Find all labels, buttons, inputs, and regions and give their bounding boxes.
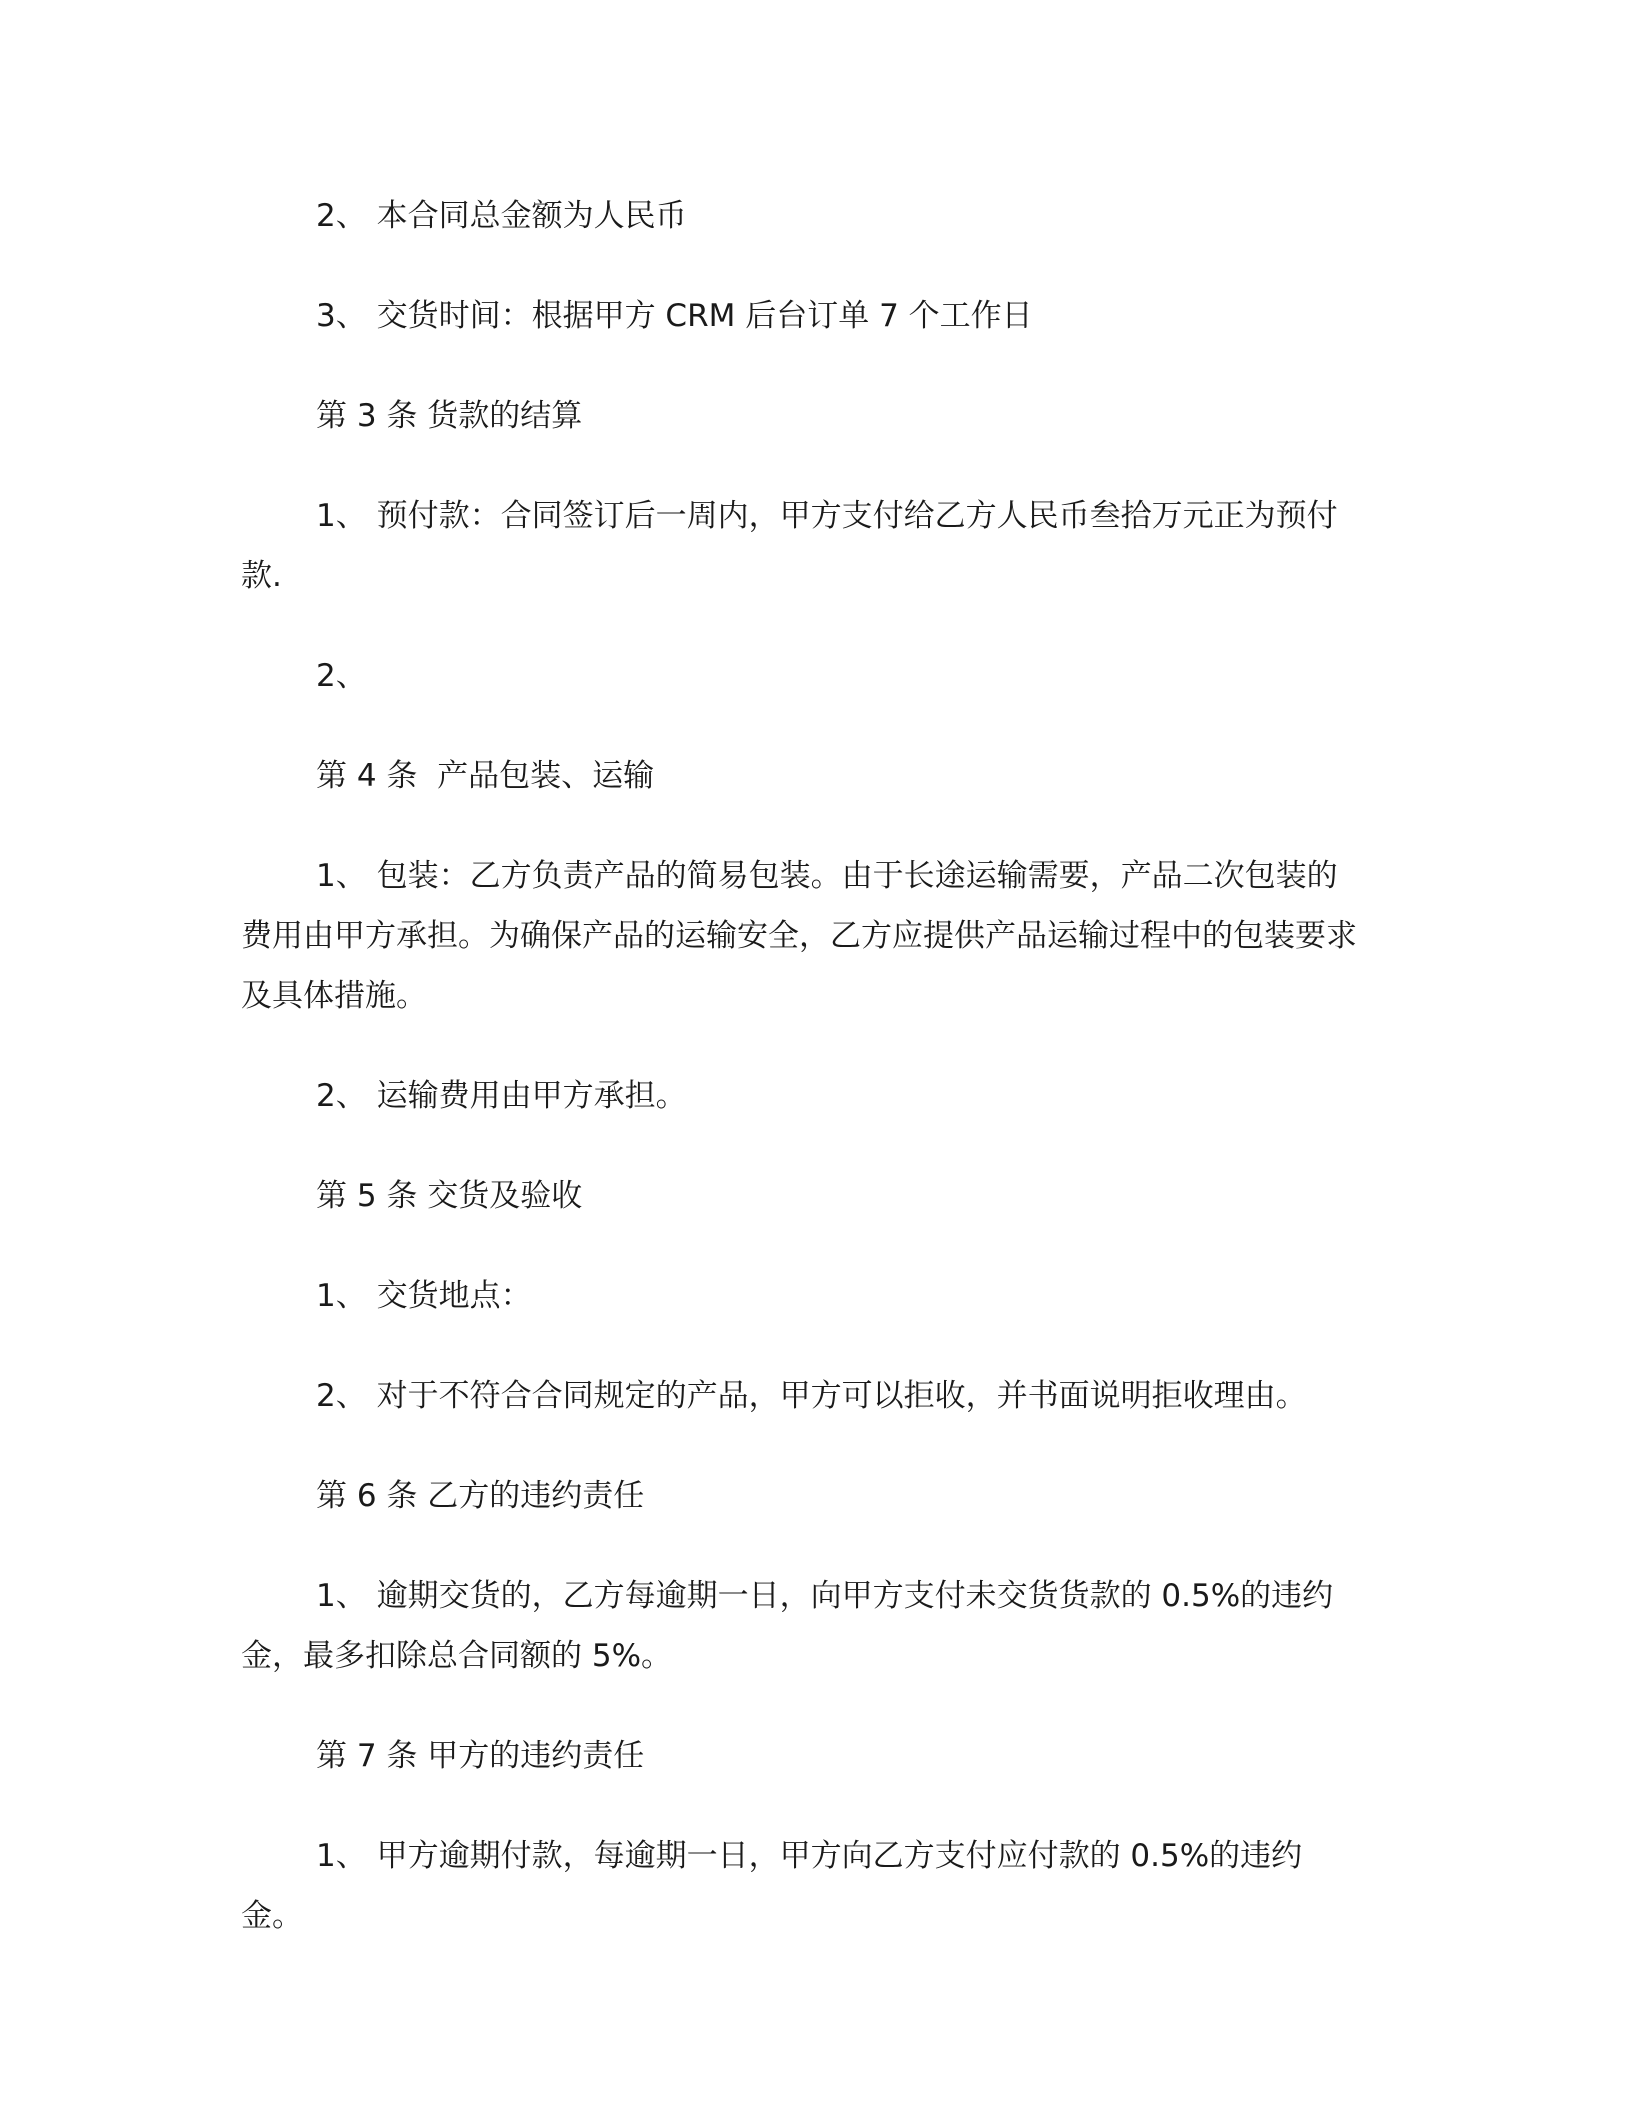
clause-2-item-3: 3、 交货时间：根据甲方 CRM 后台订单 7 个工作日 — [316, 298, 1033, 334]
clause-4-item-1: 1、 包装：乙方负责产品的简易包装。由于长途运输需要，产品二次包装的费用由甲方承担。为确保产品的运输安全，乙方应提供产品运输过程中的包装要求及具体措施。 — [241, 858, 1357, 1014]
clause-5-item-2: 2、 对于不符合合同规定的产品，甲方可以拒收，并书面说明拒收理由。 — [316, 1378, 1307, 1414]
clause-3-item-1: 1、 预付款：合同签订后一周内，甲方支付给乙方人民币叁拾万元正为预付款. — [241, 498, 1338, 594]
clause-3-item-2: 2、 — [316, 658, 367, 694]
clause-5-item-1: 1、 交货地点： — [316, 1278, 532, 1314]
clause-3-heading: 第 3 条 货款的结算 — [316, 398, 583, 434]
clause-4-heading: 第 4 条 产品包装、运输 — [316, 758, 655, 794]
clause-2-item-2: 2、 本合同总金额为人民币 — [316, 198, 687, 234]
clause-7-heading: 第 7 条 甲方的违约责任 — [316, 1738, 645, 1774]
clause-6-heading: 第 6 条 乙方的违约责任 — [316, 1478, 645, 1514]
clause-4-item-2: 2、 运输费用由甲方承担。 — [316, 1078, 687, 1114]
clause-6-item-1: 1、 逾期交货的，乙方每逾期一日，向甲方支付未交货货款的 0.5%的违约金，最多扣除总合同额的 5%。 — [241, 1578, 1334, 1674]
clause-5-heading: 第 5 条 交货及验收 — [316, 1178, 583, 1214]
clause-7-item-1: 1、 甲方逾期付款，每逾期一日，甲方向乙方支付应付款的 0.5%的违约金。 — [241, 1838, 1303, 1934]
